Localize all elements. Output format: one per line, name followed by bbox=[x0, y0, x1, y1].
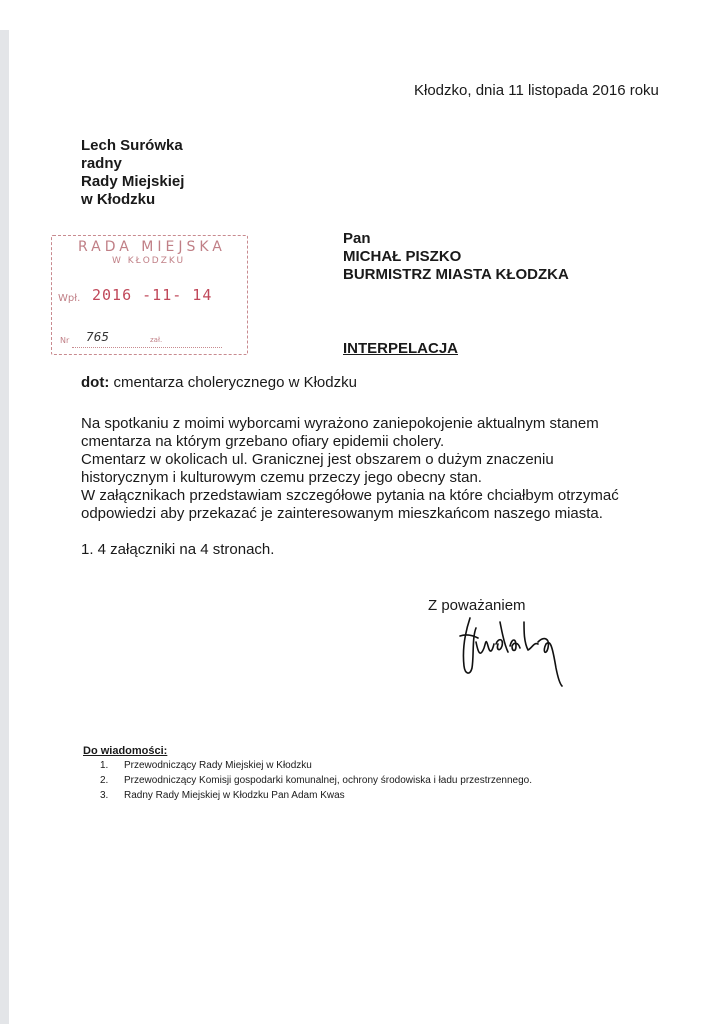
stamp-wpl-label: Wpł. bbox=[58, 293, 81, 304]
list-item-text: Przewodniczący Komisji gospodarki komunalnej, ochrony środowiska i ładu przestrzennego. bbox=[124, 775, 532, 786]
body-line: Cmentarz w okolicach ul. Granicznej jest obszarem o dużym znaczeniu bbox=[81, 451, 554, 468]
stamp-nr-value: 765 bbox=[86, 330, 109, 344]
body-line: Na spotkaniu z moimi wyborcami wyrażono zaniepokojenie aktualnym stanem bbox=[81, 415, 599, 432]
body-line: odpowiedzi aby przekazać je zainteresowanym mieszkańcom naszego miasta. bbox=[81, 505, 603, 522]
sender-role: radny bbox=[81, 155, 122, 172]
addressee-salutation: Pan bbox=[343, 230, 371, 247]
sender-place: w Kłodzku bbox=[81, 191, 156, 208]
closing-text: Z poważaniem bbox=[428, 597, 526, 614]
addressee-title: BURMISTRZ MIASTA KŁODZKA bbox=[343, 266, 569, 283]
stamp-dotted-line bbox=[72, 347, 222, 348]
list-item-text: Przewodniczący Rady Miejskiej w Kłodzku bbox=[124, 760, 312, 771]
sender-block bbox=[81, 137, 184, 209]
cc-list bbox=[100, 758, 532, 803]
sender-name: Lech Surówka bbox=[81, 137, 183, 154]
subject-line bbox=[81, 374, 357, 391]
date-line: Kłodzko, dnia 11 listopada 2016 roku bbox=[414, 82, 659, 99]
handwritten-signature bbox=[452, 608, 572, 688]
stamp-date: 2016 -11- 14 bbox=[92, 286, 213, 304]
stamp-zal-label: zał. bbox=[150, 336, 163, 344]
stamp-city: W KŁODZKU bbox=[112, 256, 186, 266]
letter-body bbox=[81, 415, 681, 523]
addressee-block bbox=[343, 230, 569, 284]
sender-body: Rady Miejskiej bbox=[81, 173, 185, 190]
registry-stamp bbox=[51, 235, 248, 355]
subject-text: cmentarza cholerycznego w Kłodzku bbox=[113, 374, 357, 391]
stamp-title: RADA MIEJSKA bbox=[78, 239, 226, 255]
document-heading: INTERPELACJA bbox=[343, 340, 459, 357]
addressee-name: MICHAŁ PISZKO bbox=[343, 248, 462, 265]
stamp-nr-label: Nr bbox=[60, 336, 70, 345]
list-item bbox=[100, 773, 532, 788]
attachments-line: 1. 4 załączniki na 4 stronach. bbox=[81, 541, 275, 558]
cc-title: Do wiadomości: bbox=[83, 745, 168, 757]
list-item bbox=[100, 788, 532, 803]
list-item-number: 2. bbox=[100, 775, 109, 786]
body-line: cmentarza na którym grzebano ofiary epidemii cholery. bbox=[81, 433, 445, 450]
body-line: historycznym i kulturowym czemu przeczy jego obecny stan. bbox=[81, 469, 482, 486]
list-item-number: 3. bbox=[100, 790, 109, 801]
list-item-number: 1. bbox=[100, 760, 109, 771]
list-item-text: Radny Rady Miejskiej w Kłodzku Pan Adam Kwas bbox=[124, 790, 345, 801]
subject-label: dot: bbox=[81, 374, 110, 391]
list-item bbox=[100, 758, 532, 773]
body-line: W załącznikach przedstawiam szczegółowe pytania na które chciałbym otrzymać bbox=[81, 487, 619, 504]
scan-edge bbox=[0, 30, 9, 1024]
